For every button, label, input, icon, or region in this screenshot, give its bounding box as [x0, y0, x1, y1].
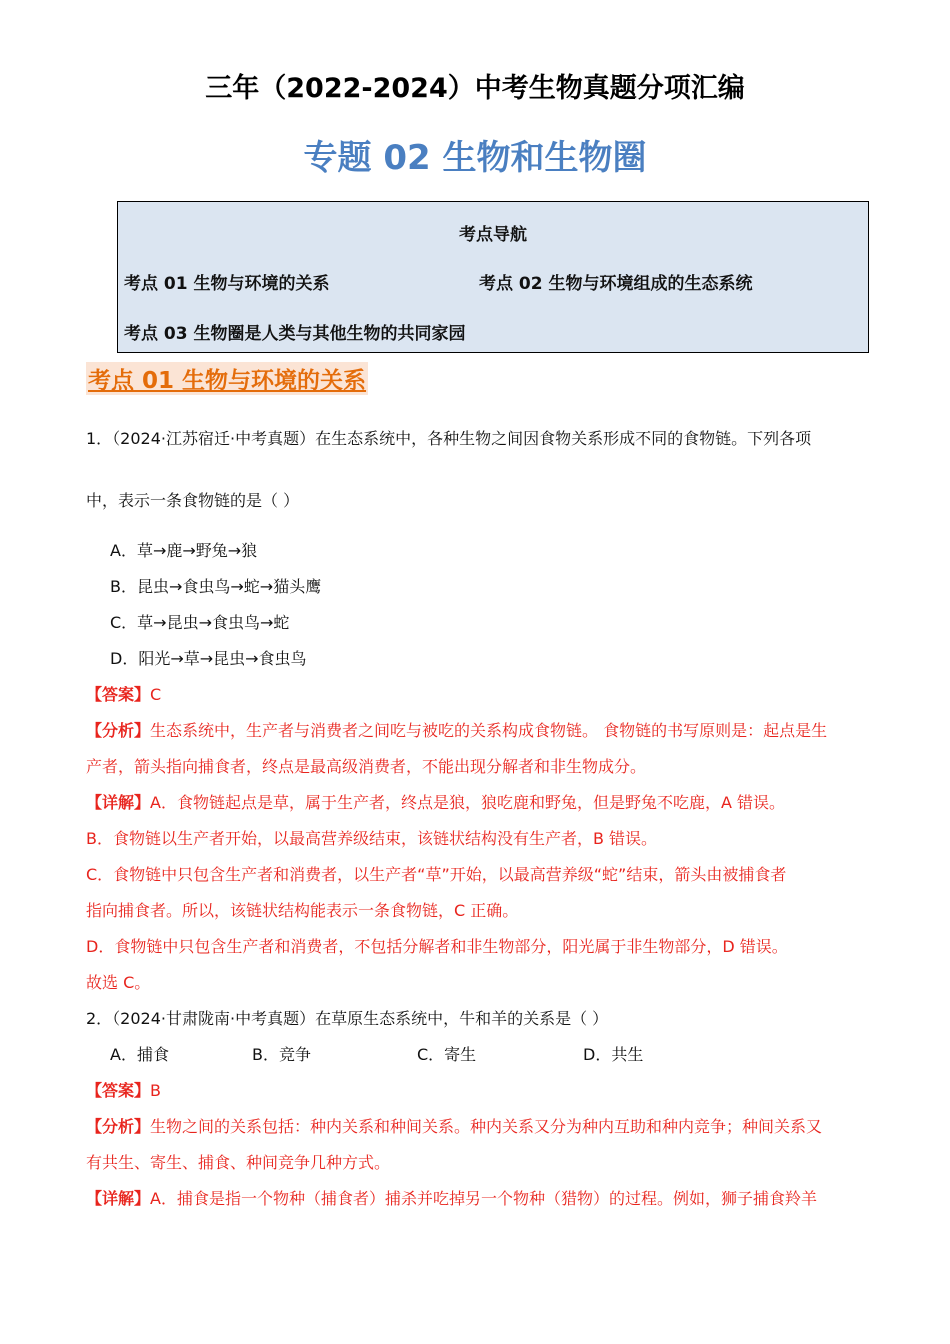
navigation-title: 考点导航 [459, 225, 527, 245]
nav-item-03: 考点 03 生物圈是人类与其他生物的共同家园 [124, 324, 466, 344]
q1-option-a: A．草→鹿→野兔→狼 [110, 541, 258, 560]
q1-option-c: C．草→昆虫→食虫鸟→蛇 [110, 613, 290, 632]
q2-option-d: D．共生 [583, 1045, 644, 1064]
q2-detail-text-1: A．捕食是指一个物种（捕食者）捕杀并吃掉另一个物种（猎物）的过程。例如，狮子捕食羚羊 [150, 1189, 817, 1208]
q1-detail-line-5: D．食物链中只包含生产者和消费者，不包括分解者和非生物部分，阳光属于非生物部分，D 错误。 [86, 937, 788, 956]
q2-option-b: B．竞争 [252, 1045, 311, 1064]
q1-detail-line-2: B．食物链以生产者开始，以最高营养级结束，该链状结构没有生产者，B 错误。 [86, 829, 658, 848]
q1-analysis-line-2: 产者，箭头指向捕食者，终点是最高级消费者，不能出现分解者和非生物成分。 [86, 757, 647, 776]
q2-analysis-line-2: 有共生、寄生、捕食、种间竞争几种方式。 [86, 1153, 391, 1172]
q1-detail-line-6: 故选 C。 [86, 973, 151, 992]
section-heading-01: 考点 01 生物与环境的关系 [86, 362, 368, 395]
q1-answer-tag: 【答案】 [86, 685, 151, 704]
q1-detail-text-1: A．食物链起点是草，属于生产者，终点是狼，狼吃鹿和野兔，但是野兔不吃鹿，A 错误。 [150, 793, 785, 812]
q1-detail-line-3: C．食物链中只包含生产者和消费者，以生产者“草”开始，以最高营养级“蛇”结束，箭头由被捕食者 [86, 865, 787, 884]
q2-answer-value: B [150, 1081, 161, 1100]
nav-item-02: 考点 02 生物与环境组成的生态系统 [479, 274, 753, 294]
q1-stem-line-1: 1．（2024·江苏宿迁·中考真题）在生态系统中，各种生物之间因食物关系形成不同的食物链。下列各项 [86, 429, 812, 448]
q1-option-d: D．阳光→草→昆虫→食虫鸟 [110, 649, 307, 668]
nav-item-01: 考点 01 生物与环境的关系 [124, 274, 330, 294]
q2-analysis-tag: 【分析】 [86, 1117, 151, 1136]
q1-answer-value: C [150, 685, 162, 704]
q1-option-b: B．昆虫→食虫鸟→蛇→猫头鹰 [110, 577, 322, 596]
q2-option-c: C．寄生 [417, 1045, 477, 1064]
q2-detail-tag: 【详解】 [86, 1189, 151, 1208]
q2-answer-tag: 【答案】 [86, 1081, 151, 1100]
main-title: 三年（2022-2024）中考生物真题分项汇编 [205, 73, 745, 104]
q2-stem: 2．（2024·甘肃陇南·中考真题）在草原生态系统中，牛和羊的关系是（ ） [86, 1009, 609, 1028]
topic-navigation-box [117, 201, 869, 353]
q1-stem-line-2: 中，表示一条食物链的是（ ） [86, 491, 300, 510]
q1-answer [86, 682, 161, 705]
q1-detail-line-4: 指向捕食者。所以，该链状结构能表示一条食物链，C 正确。 [86, 901, 519, 920]
q1-detail-line-1 [86, 790, 785, 813]
q2-option-a: A．捕食 [110, 1045, 169, 1064]
q2-analysis-line-1 [86, 1114, 822, 1137]
q1-analysis-text-1: 生态系统中，生产者与消费者之间吃与被吃的关系构成食物链。 食物链的书写原则是：起点是生 [150, 721, 828, 740]
q2-detail-line-1 [86, 1186, 817, 1209]
q1-analysis-tag: 【分析】 [86, 721, 151, 740]
q2-answer [86, 1078, 161, 1101]
q1-detail-tag: 【详解】 [86, 793, 151, 812]
q2-analysis-text-1: 生物之间的关系包括：种内关系和种间关系。种内关系又分为种内互助和种内竞争；种间关系又 [150, 1117, 823, 1136]
q1-analysis-line-1 [86, 718, 827, 741]
topic-subtitle: 专题 02 生物和生物圈 [303, 138, 647, 178]
